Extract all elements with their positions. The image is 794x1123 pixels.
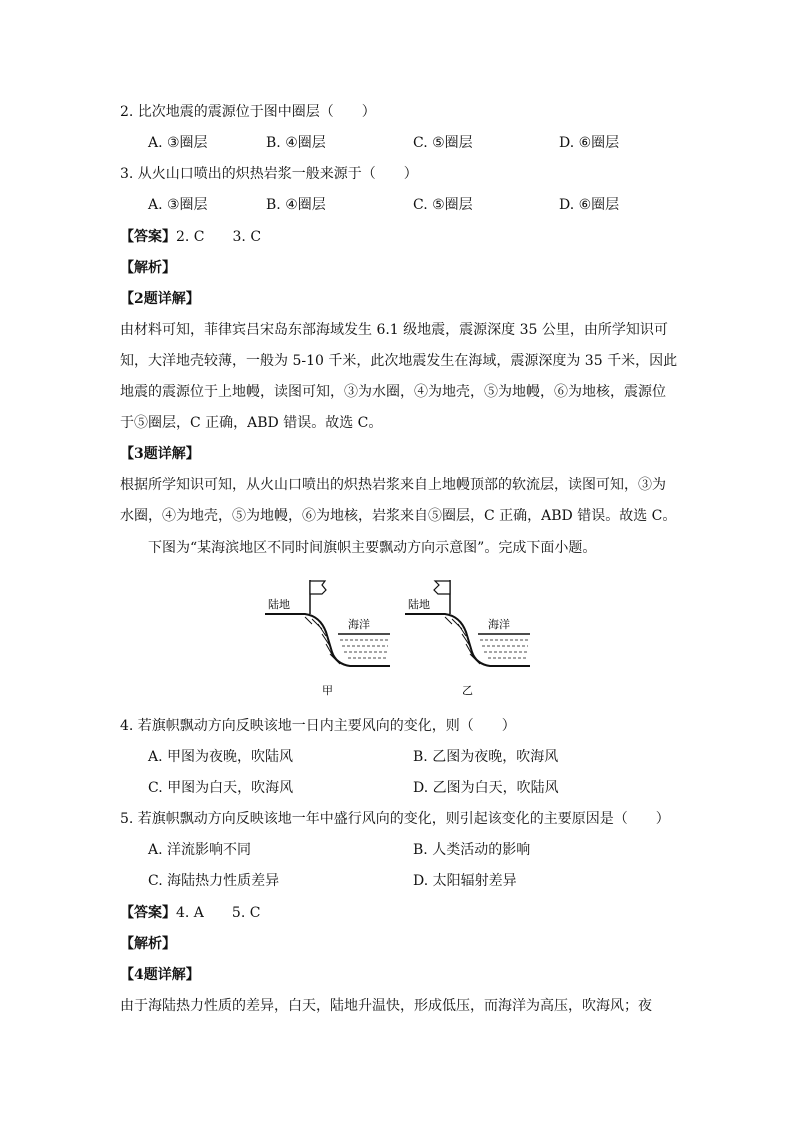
answer-text: 2. C 3. C [176,229,262,245]
q3-option-a: A. ③圈层 [148,197,208,213]
q3-option-b: B. ④圈层 [266,197,326,213]
figure-intro: 下图为“某海滨地区不同时间旗帜主要飘动方向示意图”。完成下面小题。 [148,540,597,556]
q5-option-d: D. 太阳辐射差异 [413,873,517,889]
detail-4-title: 【4题详解】 [120,967,200,983]
q4-option-a: A. 甲图为夜晚，吹陆风 [148,749,294,765]
analysis-label-1: 【解析】 [120,260,176,276]
detail-3-line-2: 水圈，④为地壳，⑤为地幔，⑥为地核，岩浆来自⑤圈层，C 正确，ABD 错误。故选 C。 [120,508,677,524]
panel-yi-sea-label: 海洋 [488,618,510,631]
q4-option-d: D. 乙图为白天，吹陆风 [413,780,559,796]
panel-yi-land-label: 陆地 [408,598,430,611]
q2-option-d: D. ⑥圈层 [559,135,620,151]
question-2-stem: 2. 比次地震的震源位于图中圈层（ ） [120,104,376,120]
detail-2-line-2: 知，大洋地壳较薄，一般为 5-10 千米，此次地震发生在海域，震源深度为 35 千米，因此 [120,353,678,369]
q2-option-a: A. ③圈层 [148,135,208,151]
q5-option-b: B. 人类活动的影响 [413,842,531,858]
q5-option-a: A. 洋流影响不同 [148,842,252,858]
answer-text: 4. A 5. C [176,905,261,921]
q4-option-b: B. 乙图为夜晚，吹海风 [413,749,559,765]
q3-option-c: C. ⑤圈层 [413,197,473,213]
detail-2-title: 【2题详解】 [120,291,200,307]
q2-option-c: C. ⑤圈层 [413,135,473,151]
panel-jia-land-label: 陆地 [268,598,290,611]
detail-2-line-1: 由材料可知，菲律宾吕宋岛东部海域发生 6.1 级地震，震源深度 35 公里，由所学知识可 [120,322,668,338]
question-4-stem: 4. 若旗帜飘动方向反映该地一日内主要风向的变化，则（ ） [120,718,516,734]
answer-block-1 [120,227,261,247]
flag-diagram-figure [260,572,540,702]
detail-2-line-3: 地震的震源位于上地幔，读图可知，③为水圈，④为地壳，⑤为地幔，⑥为地核，震源位 [120,384,666,400]
q5-option-c: C. 海陆热力性质差异 [148,873,280,889]
analysis-label-2: 【解析】 [120,936,176,952]
answer-label: 【答案】 [120,229,176,245]
panel-jia-caption: 甲 [322,684,333,697]
panel-yi [405,580,530,697]
panel-yi-caption: 乙 [462,684,473,697]
panel-jia [265,580,390,697]
question-5-stem: 5. 若旗帜飘动方向反映该地一年中盛行风向的变化，则引起该变化的主要原因是（ ） [120,811,670,827]
panel-jia-sea-label: 海洋 [348,618,370,631]
detail-4-line-1: 由于海陆热力性质的差异，白天，陆地升温快，形成低压，而海洋为高压，吹海风；夜 [120,998,652,1014]
detail-2-line-4: 于⑤圈层，C 正确，ABD 错误。故选 C。 [120,415,383,431]
q4-option-c: C. 甲图为白天，吹海风 [148,780,294,796]
detail-3-title: 【3题详解】 [120,446,200,462]
answer-label: 【答案】 [120,905,176,921]
question-3-stem: 3. 从火山口喷出的炽热岩浆一般来源于（ ） [120,166,418,182]
detail-3-line-1: 根据所学知识可知，从火山口喷出的炽热岩浆来自上地幔顶部的软流层，读图可知，③为 [120,477,666,493]
q2-option-b: B. ④圈层 [266,135,326,151]
answer-block-2 [120,903,260,923]
q3-option-d: D. ⑥圈层 [559,197,620,213]
